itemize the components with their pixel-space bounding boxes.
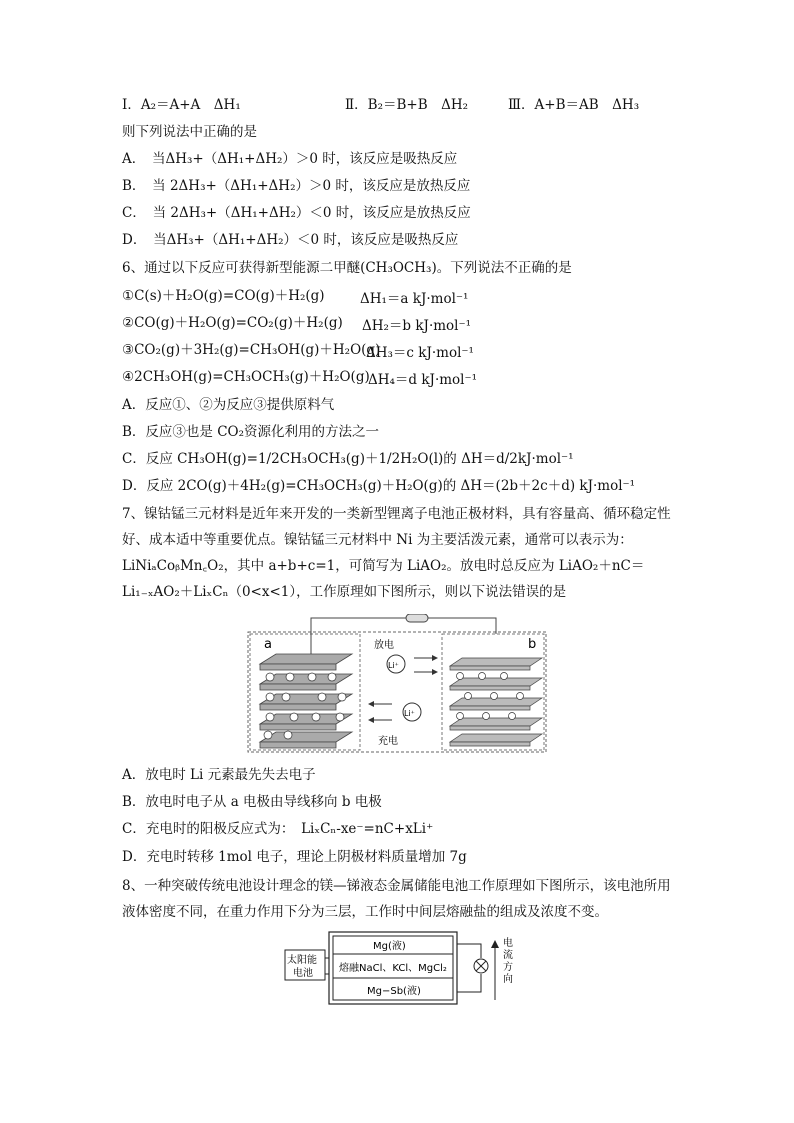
solar-label-1: 太阳能 bbox=[287, 955, 317, 966]
q6-option-c: C．反应 CH₃OH(g)=1/2CH₃OCH₃(g)＋1/2H₂O(l)的 ΔH＝d/2kJ·mol⁻¹ bbox=[122, 451, 574, 467]
q6-option-a: A．反应①、②为反应③提供原料气 bbox=[122, 397, 335, 413]
q7-option-b: B．放电时电子从 a 电极由导线移向 b 电极 bbox=[122, 794, 382, 810]
q6-reaction-3-dh: ΔH₃＝c kJ·mol⁻¹ bbox=[366, 345, 474, 361]
label-b: b bbox=[528, 637, 537, 652]
q6-reaction-1-dh: ΔH₁＝a kJ·mol⁻¹ bbox=[360, 291, 469, 307]
discharge-label: 放电 bbox=[374, 640, 394, 651]
q7-option-c: C．充电时的阳极反应式为： LiₓCₙ-xe⁻=nC+xLi⁺ bbox=[122, 821, 434, 837]
q5-option-d: D． 当ΔH₃+（ΔH₁+ΔH₂）＜0 时，该反应是吸热反应 bbox=[122, 232, 459, 248]
battery-diagram bbox=[246, 614, 550, 754]
q5-option-c: C． 当 2ΔH₃+（ΔH₁+ΔH₂）＜0 时，该反应是放热反应 bbox=[122, 205, 471, 221]
current-char-4: 向 bbox=[503, 974, 513, 985]
equation-3: Ⅲ．A+B＝AB ΔH₃ bbox=[508, 97, 640, 113]
layer-molten-salt: 熔融NaCl、KCl、MgCl₂ bbox=[339, 963, 447, 974]
q6-reaction-2-dh: ΔH₂＝b kJ·mol⁻¹ bbox=[362, 318, 472, 334]
q6-reaction-1: ①C(s)＋H₂O(g)=CO(g)＋H₂(g) bbox=[122, 288, 325, 304]
q7-option-a: A．放电时 Li 元素最先失去电子 bbox=[122, 767, 316, 783]
layer-mg: Mg(液) bbox=[373, 941, 406, 952]
q5-stem: 则下列说法中正确的是 bbox=[122, 124, 257, 140]
equation-1: Ⅰ．A₂＝A+A ΔH₁ bbox=[122, 97, 241, 113]
q6-reaction-4: ④2CH₃OH(g)=CH₃OCH₃(g)＋H₂O(g) bbox=[122, 369, 370, 385]
current-char-2: 流 bbox=[503, 950, 513, 961]
equation-2: Ⅱ．B₂＝B+B ΔH₂ bbox=[345, 97, 469, 113]
q7-option-d: D．充电时转移 1mol 电子，理论上阴极材料质量增加 7g bbox=[122, 849, 467, 865]
charge-label: 充电 bbox=[378, 736, 398, 747]
solar-label-2: 电池 bbox=[293, 968, 313, 979]
mg-sb-battery-diagram bbox=[283, 930, 523, 1006]
q6-reaction-4-dh: ΔH₄＝d kJ·mol⁻¹ bbox=[368, 372, 478, 388]
ion-label-bottom: Li⁺ bbox=[404, 709, 415, 718]
layer-mg-sb: Mg−Sb(液) bbox=[367, 986, 421, 997]
q5-option-b: B． 当 2ΔH₃+（ΔH₁+ΔH₂）＞0 时，该反应是放热反应 bbox=[122, 178, 471, 194]
q6-stem: 6、通过以下反应可获得新型能源二甲醚(CH₃OCH₃)。下列说法不正确的是 bbox=[122, 260, 572, 276]
q5-option-a: A． 当ΔH₃+（ΔH₁+ΔH₂）＞0 时，该反应是吸热反应 bbox=[122, 151, 458, 167]
label-a: a bbox=[264, 637, 272, 652]
q6-option-d: D．反应 2CO(g)＋4H₂(g)=CH₃OCH₃(g)＋H₂O(g)的 ΔH＝(2b＋2c＋d) kJ·mol⁻¹ bbox=[122, 478, 636, 494]
current-direction-label bbox=[503, 936, 516, 985]
q8-stem: 8、一种突破传统电池设计理念的镁—锑液态金属储能电池工作原理如下图所示，该电池所用液体密度不同，在重力作用下分为三层，工作时中间层熔融盐的组成及浓度不变。 bbox=[122, 878, 671, 920]
current-char-1: 电 bbox=[503, 938, 513, 949]
q7-stem: 7、镍钴锰三元材料是近年来开发的一类新型锂离子电池正极材料，具有容量高、循环稳定性好、成本适中等重要优点。镍钴锰三元材料中 Ni 为主要活泼元素，通常可以表示为：LiNiₐCoᵦMn꜀O₂，其中 a+b+c=1，可简写为 LiAO₂。放电时总反应为 LiAO₂＋nC＝Li₁₋ₓAO₂＋LiₓCₙ（0<x<1），工作原理如下图所示，则以下说法错误的是 bbox=[122, 506, 671, 600]
ion-label-top: Li⁺ bbox=[388, 661, 399, 670]
q6-option-b: B．反应③也是 CO₂资源化利用的方法之一 bbox=[122, 424, 380, 440]
q6-reaction-3: ③CO₂(g)＋3H₂(g)=CH₃OH(g)＋H₂O(g) bbox=[122, 342, 381, 358]
q6-reaction-2: ②CO(g)＋H₂O(g)=CO₂(g)＋H₂(g) bbox=[122, 315, 343, 331]
current-char-3: 方 bbox=[503, 962, 513, 973]
